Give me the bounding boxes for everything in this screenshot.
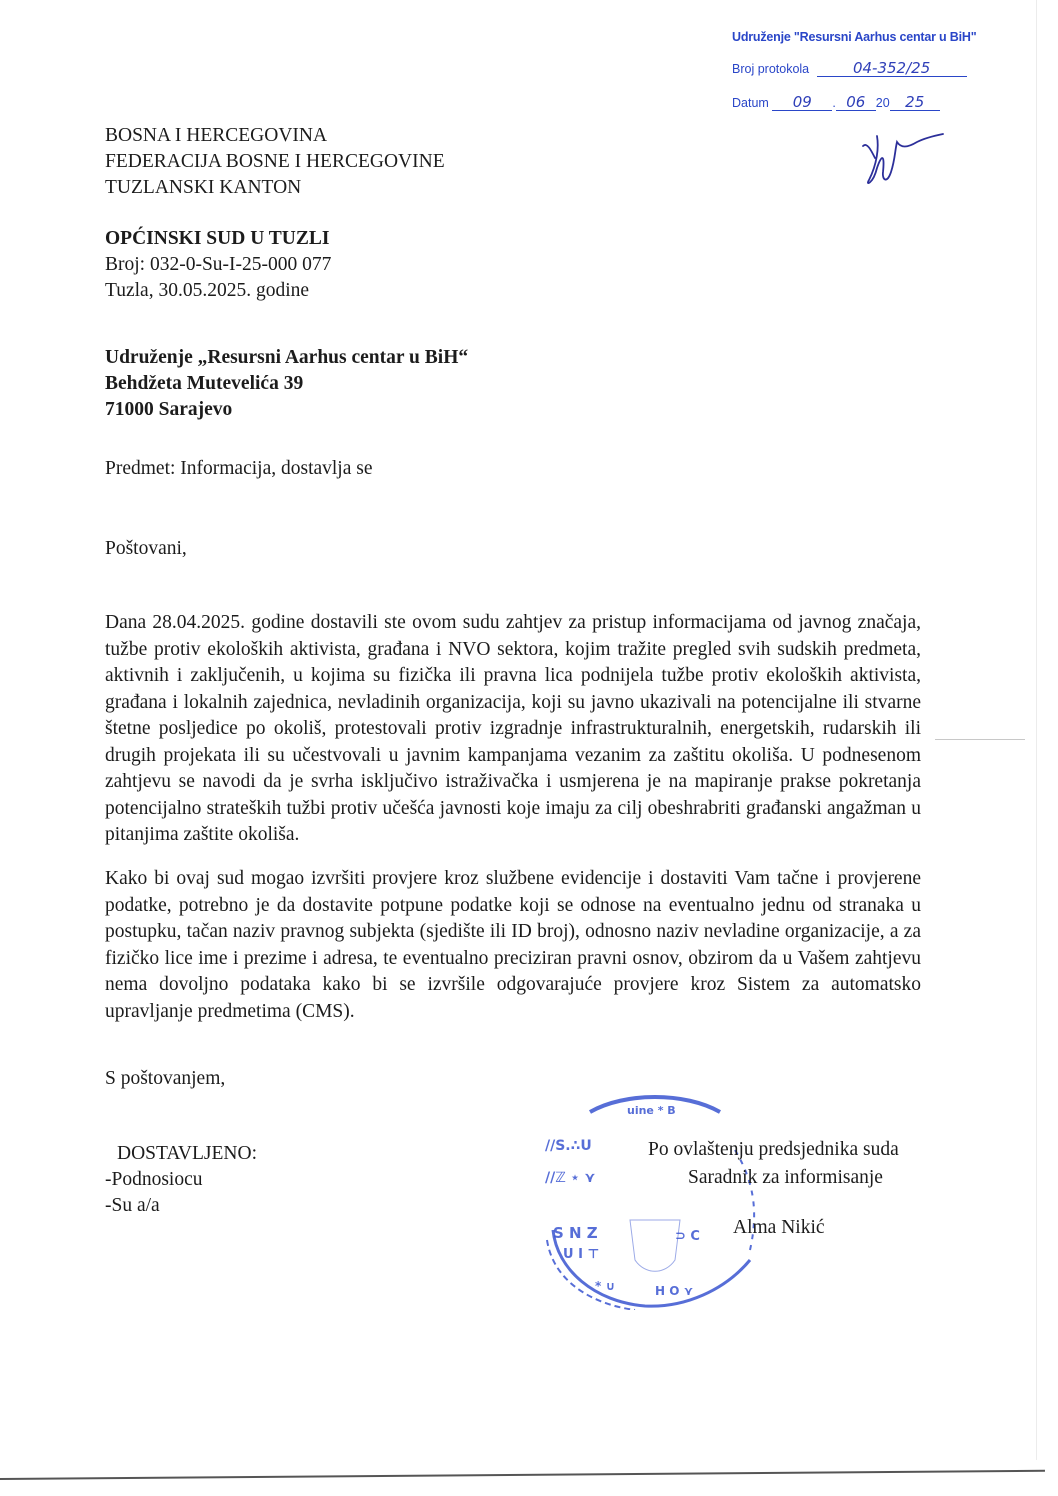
salutation: Poštovani, (105, 538, 187, 559)
receipt-stamp-organization: Udruženje "Resursni Aarhus centar u BiH" (732, 30, 977, 44)
svg-text:H O ⋎: H O ⋎ (655, 1284, 694, 1298)
signatory-title: Saradnik za informisanje (688, 1167, 883, 1188)
svg-text:U I ⊤: U I ⊤ (563, 1247, 600, 1262)
scan-artifact-line (935, 739, 1025, 740)
date-year-prefix: 20 (875, 96, 890, 110)
svg-text://S.∴U: //S.∴U (545, 1138, 592, 1154)
page-edge-vertical (1036, 0, 1037, 1460)
place-and-date: Tuzla, 30.05.2025. godine (105, 280, 310, 301)
signatory-name: Alma Nikić (733, 1217, 825, 1238)
reference-number: Broj: 032-0-Su-I-25-000 077 (105, 254, 332, 275)
recipient-city: 71000 Sarajevo (105, 399, 233, 420)
receipt-stamp-protocol-row (732, 60, 967, 77)
protocol-number: 04-352/25 (817, 60, 967, 77)
svg-text:* ∪: * ∪ (595, 1279, 616, 1293)
svg-text:uine * B: uine * B (627, 1104, 676, 1117)
date-label: Datum (732, 96, 769, 110)
header-line-federation: FEDERACIJA BOSNE I HERCEGOVINE (105, 151, 445, 172)
svg-text:⊃ C: ⊃ C (675, 1229, 700, 1244)
recipient-address (105, 345, 468, 423)
signatory-authority: Po ovlaštenju predsjednika suda (648, 1139, 899, 1160)
date-month: 06 (836, 94, 876, 111)
receipt-stamp-date-row: Datum 09 . 06 20 25 (732, 94, 940, 111)
delivery-item: -Su a/a (105, 1195, 160, 1216)
date-year-suffix: 25 (890, 94, 940, 111)
recipient-street: Behdžeta Mutevelića 39 (105, 373, 304, 394)
institution-header (105, 123, 445, 201)
protocol-label: Broj protokola (732, 62, 810, 76)
delivery-heading: DOSTAVLJENO: (117, 1143, 258, 1164)
date-day: 09 (772, 94, 832, 111)
header-line-canton: TUZLANSKI KANTON (105, 177, 302, 198)
court-name: OPĆINSKI SUD U TUZLI (105, 228, 330, 249)
handwritten-initials-signature (855, 128, 965, 188)
header-line-country: BOSNA I HERCEGOVINA (105, 125, 328, 146)
subject-line: Predmet: Informacija, dostavlja se (105, 458, 373, 479)
svg-text://ℤ ⋆ ⋎: //ℤ ⋆ ⋎ (545, 1170, 596, 1186)
recipient-name: Udruženje „Resursni Aarhus centar u BiH“ (105, 347, 469, 368)
signatory-block (648, 1136, 938, 1242)
closing-greeting: S poštovanjem, (105, 1068, 226, 1089)
delivery-item: -Podnosiocu (105, 1169, 203, 1190)
body-paragraph: Dana 28.04.2025. godine dostavili ste ovom sudu zahtjev za pristup informacijama od javnog značaja, tužbe protiv ekoloških aktivista, građana i NVO sektora, kojim tražite pregled svih sudskih predmeta, aktivnih i zaključenih, u kojima su fizička ili pravna lica podnijela tužbe protiv ekoloških aktivista, građana i lokalnih zajednica, nevladinih organizacija, koji su javno ukazivali na potencijalne ili stvarne štetne posljedice po okoliš, protestovali protiv izgradnje infrastrukturalnih, energetskih, rudarskih ili drugih projekata ili su učestvovali u javnim kampanjama vezanim za zaštitu okoliša. U podnesenom zahtjevu se navodi da je svrha isključivo istraživačka i usmjerena je na mapiranje prakse pokretanja potencijalno strateških tužbi protiv učešća javnosti koje imaju za cilj obeshrabriti građanski angažman u pitanjima zaštite okoliša. (105, 612, 921, 845)
delivery-list (105, 1141, 257, 1219)
body-paragraph: Kako bi ovaj sud mogao izvršiti provjere kroz službene evidencije i dostaviti Vam tačne i provjerene podatke, potrebno je da dostavite potpune podatke koji se odnose na eventualno jednu od stranaka u postupku, tačan naziv pravnog subjekta (sjedište ili ID broj), odnosno naziv nevladine organizacije, a za fizičko lice ime i prezime i adresa, te eventualno preciziran pravni osnov, obzirom da u Vašem zahtjevu nema dovoljno podataka kako bi se izvršile odgovarajuće provjere kroz Sistem za automatsko upravljanje predmetima (CMS). (105, 868, 921, 1022)
svg-text:S N Z: S N Z (553, 1224, 598, 1242)
page-edge-bottom (0, 1470, 1045, 1480)
court-block (105, 226, 331, 304)
